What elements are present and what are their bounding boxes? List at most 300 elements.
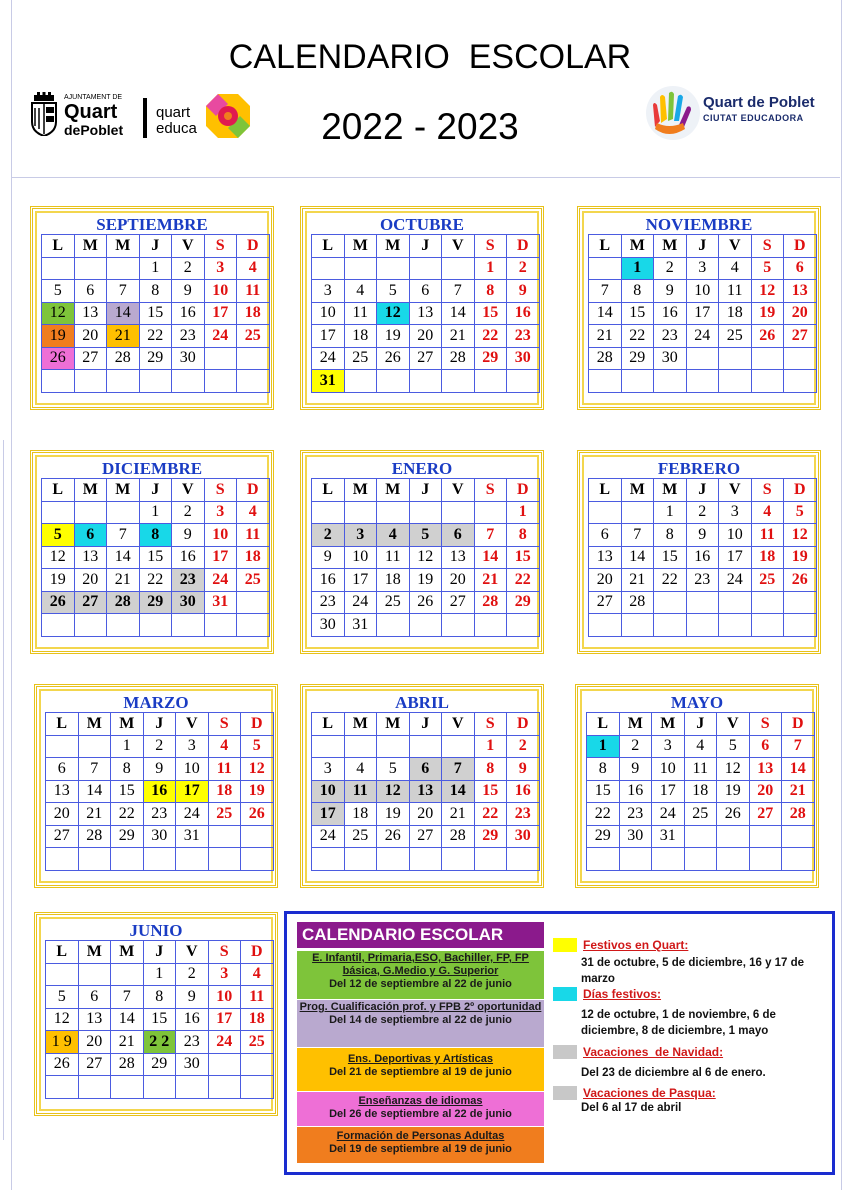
day-cell — [719, 614, 752, 637]
day-cell: 21 — [474, 569, 507, 592]
day-cell: 16 — [507, 302, 540, 325]
day-cell — [784, 614, 817, 637]
quart-educa-mark-icon — [204, 92, 252, 140]
day-cell — [312, 735, 345, 758]
day-cell: 13 — [409, 302, 442, 325]
weekday-header: L — [589, 479, 622, 502]
day-cell: 27 — [749, 803, 782, 826]
day-cell — [208, 825, 241, 848]
month-grid — [588, 478, 817, 637]
day-cell: 19 — [717, 780, 750, 803]
day-cell: 27 — [78, 1053, 111, 1076]
week-row — [589, 569, 817, 592]
day-cell: 11 — [377, 546, 410, 569]
day-cell — [507, 370, 540, 393]
day-cell: 29 — [621, 347, 654, 370]
day-cell: 1 — [654, 501, 687, 524]
weekday-header: S — [204, 479, 237, 502]
day-cell — [46, 735, 79, 758]
day-cell: 14 — [589, 302, 622, 325]
weekday-header: J — [143, 713, 176, 736]
day-cell: 25 — [377, 591, 410, 614]
day-cell: 25 — [344, 347, 377, 370]
month-grid — [311, 712, 540, 871]
month-title: MAYO — [670, 693, 724, 712]
day-cell: 26 — [46, 1053, 79, 1076]
month-grid — [586, 712, 815, 871]
day-cell — [751, 370, 784, 393]
day-cell: 28 — [107, 347, 140, 370]
weekday-header: M — [377, 713, 410, 736]
day-cell — [208, 1076, 241, 1099]
day-cell: 29 — [143, 1053, 176, 1076]
day-cell: 6 — [442, 524, 475, 547]
weekday-header: L — [587, 713, 620, 736]
week-row — [42, 347, 270, 370]
week-row — [42, 302, 270, 325]
day-cell: 3 — [204, 257, 237, 280]
day-cell — [377, 735, 410, 758]
day-cell: 13 — [74, 302, 107, 325]
weekday-header: J — [409, 479, 442, 502]
day-cell: 11 — [684, 758, 717, 781]
weekday-header: S — [751, 479, 784, 502]
day-cell — [377, 501, 410, 524]
day-cell: 13 — [74, 546, 107, 569]
day-cell: 23 — [619, 803, 652, 826]
day-cell — [344, 501, 377, 524]
day-cell: 4 — [344, 758, 377, 781]
day-cell — [749, 848, 782, 871]
month-title: FEBRERO — [657, 459, 741, 478]
day-cell: 21 — [442, 325, 475, 348]
day-cell: 12 — [377, 780, 410, 803]
day-cell: 21 — [78, 803, 111, 826]
day-cell: 3 — [344, 524, 377, 547]
weekday-header: D — [507, 479, 540, 502]
legend-item-name: Formación de Personas Adultas — [336, 1130, 505, 1142]
day-cell: 26 — [784, 569, 817, 592]
weekday-header: M — [621, 235, 654, 258]
weekday-header: M — [654, 235, 687, 258]
legend-item-name: Enseñanzas de idiomas — [358, 1095, 483, 1107]
day-cell: 28 — [621, 591, 654, 614]
day-cell: 5 — [241, 735, 274, 758]
day-cell — [107, 257, 140, 280]
day-cell — [507, 848, 540, 871]
day-cell — [204, 347, 237, 370]
day-cell: 4 — [237, 257, 270, 280]
day-cell: 27 — [74, 591, 107, 614]
week-row — [46, 803, 274, 826]
weekday-header: M — [111, 713, 144, 736]
day-cell: 27 — [409, 347, 442, 370]
day-cell: 2 — [172, 501, 205, 524]
day-cell — [442, 848, 475, 871]
month-grid — [41, 478, 270, 637]
key-festivos-quart: Festivos en Quart: — [583, 938, 689, 952]
legend-item-name: Ens. Deportivas y Artísticas — [347, 1053, 494, 1065]
week-row — [46, 758, 274, 781]
day-cell: 11 — [344, 780, 377, 803]
day-cell: 26 — [241, 803, 274, 826]
day-cell — [344, 735, 377, 758]
month-grid — [311, 234, 540, 393]
legend-item-dates: Del 19 de septiembre al 19 de junio — [329, 1143, 512, 1155]
key-dias-festivos: Días festivos: — [583, 987, 662, 1001]
legend-item-dates: Del 12 de septiembre al 22 de junio — [329, 978, 512, 990]
day-cell: 6 — [749, 735, 782, 758]
logo-ciutat-educadora — [645, 85, 835, 145]
day-cell: 10 — [312, 780, 345, 803]
day-cell: 6 — [46, 758, 79, 781]
day-cell — [784, 591, 817, 614]
day-cell — [78, 848, 111, 871]
day-cell: 15 — [143, 1008, 176, 1031]
day-cell: 28 — [442, 825, 475, 848]
day-cell: 15 — [654, 546, 687, 569]
week-row — [46, 1053, 274, 1076]
week-row — [589, 546, 817, 569]
day-cell — [409, 735, 442, 758]
day-cell — [751, 614, 784, 637]
logo-ayuntamiento-quart-educa — [30, 88, 260, 146]
key-vacaciones-navidad: Vacaciones de Navidad: — [583, 1045, 724, 1059]
day-cell: 22 — [111, 803, 144, 826]
week-row — [46, 780, 274, 803]
day-cell: 19 — [784, 546, 817, 569]
day-cell: 15 — [587, 780, 620, 803]
week-row — [589, 280, 817, 303]
day-cell: 15 — [139, 546, 172, 569]
day-cell: 7 — [474, 524, 507, 547]
day-cell — [42, 501, 75, 524]
day-cell: 7 — [107, 280, 140, 303]
day-cell: 18 — [237, 546, 270, 569]
day-cell: 2 — [686, 501, 719, 524]
day-cell: 15 — [507, 546, 540, 569]
day-cell — [782, 825, 815, 848]
day-cell: 6 — [409, 280, 442, 303]
day-cell — [42, 257, 75, 280]
weekday-header: L — [312, 479, 345, 502]
weekday-header: L — [42, 235, 75, 258]
key-festivos-quart-text: 31 de octubre, 5 de diciembre, 16 y 17 de marzo — [581, 957, 805, 985]
day-cell: 1 — [587, 735, 620, 758]
swatch-vacaciones-pasqua — [553, 1086, 577, 1100]
day-cell: 13 — [589, 546, 622, 569]
weekday-header: V — [442, 235, 475, 258]
day-cell: 19 — [377, 803, 410, 826]
day-cell: 29 — [507, 591, 540, 614]
day-cell: 21 — [107, 569, 140, 592]
day-cell: 23 — [176, 1031, 209, 1054]
day-cell — [474, 848, 507, 871]
day-cell: 4 — [684, 735, 717, 758]
day-cell: 8 — [654, 524, 687, 547]
day-cell: 13 — [784, 280, 817, 303]
weekday-header: J — [143, 941, 176, 964]
day-cell — [686, 370, 719, 393]
weekday-header: V — [176, 941, 209, 964]
day-cell: 29 — [587, 825, 620, 848]
legend-item-dates: Del 14 de septiembre al 22 de junio — [329, 1014, 512, 1026]
day-cell: 19 — [377, 325, 410, 348]
day-cell — [719, 347, 752, 370]
day-cell: 6 — [74, 280, 107, 303]
day-cell: 12 — [784, 524, 817, 547]
quart-educa-line2: educa — [156, 120, 197, 137]
day-cell — [654, 614, 687, 637]
month-title: MARZO — [123, 693, 189, 712]
legend-item-name: E. Infantil, Primaria,ESO, Bachiller, FP, FP básica, G.Medio y G. Superior — [312, 952, 529, 977]
day-cell: 24 — [652, 803, 685, 826]
day-cell — [74, 614, 107, 637]
weekday-header: M — [344, 713, 377, 736]
month-grid — [45, 712, 274, 871]
hand-logo-icon — [645, 85, 701, 141]
day-cell: 29 — [111, 825, 144, 848]
day-cell — [686, 591, 719, 614]
day-cell — [46, 1076, 79, 1099]
day-cell: 18 — [237, 302, 270, 325]
day-cell — [237, 347, 270, 370]
day-cell: 24 — [208, 1031, 241, 1054]
day-cell: 12 — [717, 758, 750, 781]
day-cell — [589, 370, 622, 393]
day-cell: 30 — [654, 347, 687, 370]
day-cell: 23 — [654, 325, 687, 348]
day-cell: 23 — [507, 325, 540, 348]
day-cell — [241, 1076, 274, 1099]
weekday-header: J — [409, 235, 442, 258]
day-cell — [749, 825, 782, 848]
day-cell: 21 — [589, 325, 622, 348]
month-octubre — [300, 206, 544, 410]
week-row — [587, 735, 815, 758]
day-cell: 25 — [344, 825, 377, 848]
weekday-header: V — [442, 479, 475, 502]
day-cell: 12 — [751, 280, 784, 303]
day-cell: 18 — [208, 780, 241, 803]
day-cell: 5 — [46, 986, 79, 1009]
month-enero — [300, 450, 544, 654]
day-cell: 27 — [442, 591, 475, 614]
week-row — [589, 501, 817, 524]
day-cell: 3 — [312, 758, 345, 781]
day-cell: 16 — [172, 546, 205, 569]
day-cell: 6 — [78, 986, 111, 1009]
weekday-header: M — [74, 479, 107, 502]
day-cell: 16 — [619, 780, 652, 803]
weekday-header: M — [344, 235, 377, 258]
day-cell: 7 — [78, 758, 111, 781]
week-row — [589, 325, 817, 348]
weekday-header: D — [237, 479, 270, 502]
weekday-header: S — [474, 235, 507, 258]
day-cell: 18 — [751, 546, 784, 569]
weekday-header: D — [784, 235, 817, 258]
day-cell: 10 — [344, 546, 377, 569]
week-row — [312, 848, 540, 871]
day-cell — [717, 825, 750, 848]
weekday-header: L — [42, 479, 75, 502]
day-cell: 22 — [139, 569, 172, 592]
key-vacaciones-navidad-text: Del 23 de diciembre al 6 de enero. — [581, 1067, 766, 1079]
day-cell: 8 — [111, 758, 144, 781]
day-cell: 2 — [176, 963, 209, 986]
day-cell: 24 — [719, 569, 752, 592]
day-cell: 8 — [474, 280, 507, 303]
day-cell: 1 — [474, 735, 507, 758]
day-cell — [377, 257, 410, 280]
day-cell: 7 — [111, 986, 144, 1009]
day-cell: 14 — [782, 758, 815, 781]
month-grid — [311, 478, 540, 637]
day-cell — [139, 614, 172, 637]
day-cell: 14 — [474, 546, 507, 569]
weekday-header: J — [684, 713, 717, 736]
day-cell: 29 — [139, 347, 172, 370]
weekday-header: J — [409, 713, 442, 736]
weekday-header: V — [717, 713, 750, 736]
day-cell: 13 — [409, 780, 442, 803]
day-cell: 29 — [474, 347, 507, 370]
day-cell: 30 — [143, 825, 176, 848]
day-cell: 14 — [107, 302, 140, 325]
weekday-header: M — [78, 713, 111, 736]
day-cell: 9 — [176, 986, 209, 1009]
week-row — [312, 758, 540, 781]
key-dias-festivos-text: 12 de octubre, 1 de noviembre, 6 de diciembre, 8 de diciembre, 1 mayo — [581, 1009, 776, 1037]
day-cell: 5 — [42, 524, 75, 547]
day-cell: 6 — [589, 524, 622, 547]
day-cell: 26 — [377, 825, 410, 848]
weekday-header: J — [139, 235, 172, 258]
day-cell — [78, 735, 111, 758]
day-cell: 16 — [176, 1008, 209, 1031]
day-cell — [111, 848, 144, 871]
day-cell — [111, 1076, 144, 1099]
day-cell: 27 — [784, 325, 817, 348]
day-cell — [176, 848, 209, 871]
weekday-header: S — [208, 941, 241, 964]
day-cell: 10 — [176, 758, 209, 781]
day-cell: 17 — [344, 569, 377, 592]
day-cell — [204, 370, 237, 393]
weekday-header: D — [241, 713, 274, 736]
week-row — [587, 825, 815, 848]
weekday-header: S — [474, 713, 507, 736]
week-row — [46, 848, 274, 871]
month-grid — [45, 940, 274, 1099]
side-divider — [3, 440, 4, 1140]
day-cell: 22 — [654, 569, 687, 592]
day-cell: 10 — [204, 280, 237, 303]
week-row — [587, 803, 815, 826]
weekday-header: M — [111, 941, 144, 964]
day-cell: 12 — [42, 546, 75, 569]
weekday-header: V — [172, 235, 205, 258]
week-row — [312, 546, 540, 569]
ayuntamiento-poblet: dePoblet — [64, 122, 124, 138]
day-cell: 31 — [344, 614, 377, 637]
week-row — [46, 735, 274, 758]
ciutat-educadora-subtitle: CIUTAT EDUCADORA — [703, 113, 804, 123]
day-cell: 26 — [717, 803, 750, 826]
month-junio — [34, 912, 278, 1116]
day-cell: 2 — [507, 257, 540, 280]
day-cell: 30 — [172, 347, 205, 370]
day-cell: 12 — [241, 758, 274, 781]
day-cell: 7 — [442, 280, 475, 303]
day-cell: 7 — [621, 524, 654, 547]
day-cell — [241, 1053, 274, 1076]
week-row — [589, 591, 817, 614]
day-cell: 5 — [42, 280, 75, 303]
day-cell: 17 — [312, 325, 345, 348]
day-cell: 29 — [474, 825, 507, 848]
week-row — [312, 524, 540, 547]
month-septiembre — [30, 206, 274, 410]
day-cell — [176, 1076, 209, 1099]
day-cell: 29 — [139, 591, 172, 614]
day-cell: 23 — [172, 569, 205, 592]
week-row — [42, 501, 270, 524]
day-cell — [74, 257, 107, 280]
legend-item-dates: Del 21 de septiembre al 19 de junio — [329, 1066, 512, 1078]
week-row — [42, 325, 270, 348]
month-febrero — [577, 450, 821, 654]
day-cell: 17 — [719, 546, 752, 569]
weekday-header: M — [377, 235, 410, 258]
ciutat-educadora-title: Quart de Poblet — [703, 94, 815, 111]
month-diciembre — [30, 450, 274, 654]
quart-educa-line1: quart — [156, 104, 191, 121]
day-cell: 3 — [312, 280, 345, 303]
day-cell: 3 — [652, 735, 685, 758]
day-cell: 13 — [78, 1008, 111, 1031]
day-cell — [684, 848, 717, 871]
day-cell: 5 — [377, 280, 410, 303]
weekday-header: V — [172, 479, 205, 502]
day-cell — [409, 257, 442, 280]
week-row — [46, 1031, 274, 1054]
day-cell: 9 — [143, 758, 176, 781]
day-cell: 5 — [717, 735, 750, 758]
month-grid — [588, 234, 817, 393]
day-cell: 9 — [507, 280, 540, 303]
day-cell: 17 — [208, 1008, 241, 1031]
legend-box — [284, 911, 835, 1175]
day-cell: 5 — [377, 758, 410, 781]
day-cell: 23 — [686, 569, 719, 592]
day-cell — [344, 257, 377, 280]
legend-item-infantil-primaria — [297, 951, 544, 999]
day-cell: 1 — [139, 501, 172, 524]
weekday-header: M — [652, 713, 685, 736]
day-cell: 2 — [507, 735, 540, 758]
day-cell: 11 — [237, 524, 270, 547]
day-cell — [237, 614, 270, 637]
day-cell: 27 — [74, 347, 107, 370]
day-cell: 30 — [312, 614, 345, 637]
month-title: OCTUBRE — [379, 215, 465, 234]
day-cell — [377, 370, 410, 393]
day-cell — [409, 370, 442, 393]
day-cell: 4 — [719, 257, 752, 280]
day-cell — [684, 825, 717, 848]
